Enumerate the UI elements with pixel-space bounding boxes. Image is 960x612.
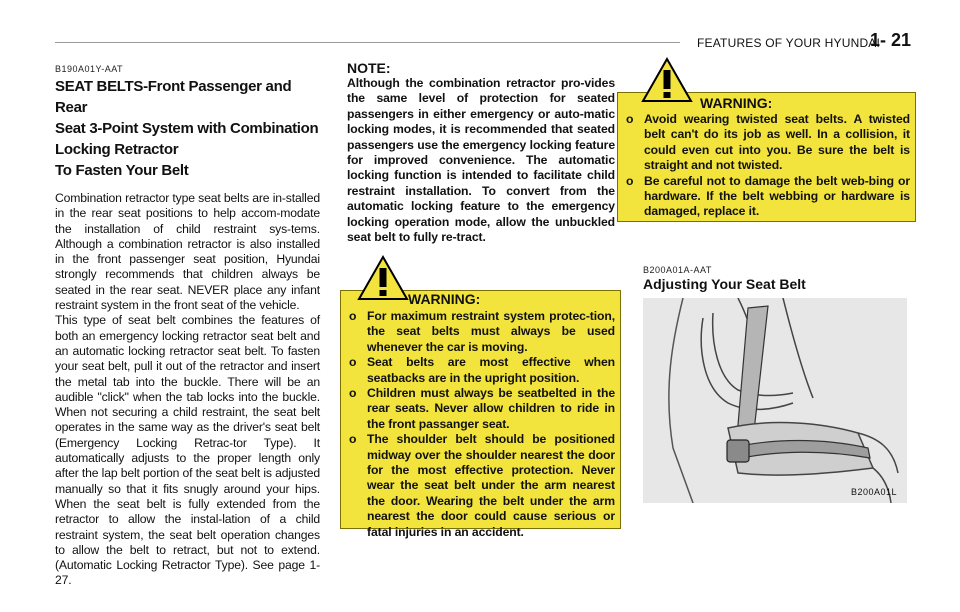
warning-item-text: Be careful not to damage the belt web-bing or hardware. If the belt webbing or hardware is damaged, replace it. xyxy=(644,173,910,219)
bullet: o xyxy=(349,432,357,447)
note-block xyxy=(347,60,615,245)
section-title: FEATURES OF YOUR HYUNDAI xyxy=(697,36,881,50)
figure-code: B200A01L xyxy=(850,487,897,497)
warning-item-text: The shoulder belt should be positioned midway over the shoulder nearest the door for the most effective protection. Never wear the seat belt under the arm nearest the door. Wearing the belt under the arm nearest the door could cause serious or fatal injuries in an accident. xyxy=(367,432,615,539)
warning-title: WARNING: xyxy=(700,95,773,111)
note-body: Although the combination retractor pro-vides the same level of protection for seated passengers in either emergency or auto-matic locking modes, it is recommended that seated passengers use the emergency locking feature for improved convenience. The automatic locking function is intended to facilitate child restraint installation. To convert from the automatic locking feature to the emergency locking operation mode, allow the unbuckled seat belt to fully re-tract. xyxy=(347,76,615,245)
heading-line: Locking Retractor xyxy=(55,141,179,158)
bullet: o xyxy=(626,112,634,126)
warning-item-text: For maximum restraint system protec-tion, the seat belts must always be used whenever the car is moving. xyxy=(367,309,615,354)
warning-item xyxy=(349,386,615,432)
seat-belt-section xyxy=(55,64,320,589)
warning-item xyxy=(349,309,615,355)
page-number: 1- 21 xyxy=(870,30,912,50)
warning-item xyxy=(626,112,910,174)
section-body: Combination retractor type seat belts are in-stalled in the rear seat positions to help accom-modate the installation of child restraint sys-tems. Although a combination retractor is also installed in the front passenger seat position, Hyundai strongly recommends that children always be seated in the rear seat. NEVER place any infant restraint system in the front seat of the vehicle. This type of seat belt combines the features of both an emergency locking retractor seat belt and an automatic locking retractor seat belt. To fasten your seat belt, pull it out of the retractor and insert the metal tab into the buckle. There will be an audible "click" when the tab locks into the buckle. When not securing a child restraint, the seat belt operates in the same way as the driver's seat belt (Emergency Locking Retrac-tor Type). It automatically adjusts to the proper length only after the lap belt portion of the seat belt is adjusted manually so that it fits snugly around your hips. When the seat belt is fully extended from the retractor to allow the instal-lation of a child restraint system, the seat belt operation changes to allow the belt to retract, but not to extend. (Automatic Locking Retractor Type). See page 1-27. xyxy=(55,191,320,588)
warning-item xyxy=(349,355,615,386)
bullet: o xyxy=(349,355,357,370)
section-heading: Adjusting Your Seat Belt xyxy=(643,276,806,292)
warning-list xyxy=(626,112,910,220)
heading-line: To Fasten Your Belt xyxy=(55,162,189,179)
warning-item-text: Seat belts are most effective when seatbacks are in the upright position. xyxy=(367,355,615,385)
bullet: o xyxy=(349,309,357,323)
section-code: B190A01Y-AAT xyxy=(55,64,124,74)
warning-triangle-icon xyxy=(357,255,409,306)
warning-item-text: Children must always be seatbelted in the rear seats. Never allow children to ride in the front passanger seat. xyxy=(367,386,615,431)
warning-item xyxy=(349,432,615,540)
seat-belt-illustration xyxy=(643,298,907,503)
note-title: NOTE: xyxy=(347,60,391,76)
bullet: o xyxy=(626,173,634,188)
warning-item xyxy=(626,174,910,220)
section-heading xyxy=(55,76,320,181)
warning-box-twisted-belt xyxy=(617,92,916,222)
passenger-belt-drawing xyxy=(643,298,907,503)
heading-line: SEAT BELTS-Front Passenger and Rear xyxy=(55,78,292,116)
bullet: o xyxy=(349,386,357,401)
warning-item-text: Avoid wearing twisted seat belts. A twisted belt can't do its job as well. In a collision, it could even cut into you. Be sure the belt is straight and not twisted. xyxy=(644,112,910,173)
warning-title: WARNING: xyxy=(408,291,481,307)
section-code: B200A01A-AAT xyxy=(643,265,712,275)
warning-list xyxy=(349,309,615,540)
header-rule xyxy=(55,42,680,43)
warning-box-restraint xyxy=(340,290,621,539)
warning-triangle-icon xyxy=(641,57,693,108)
heading-line: Seat 3-Point System with Combination xyxy=(55,120,319,137)
